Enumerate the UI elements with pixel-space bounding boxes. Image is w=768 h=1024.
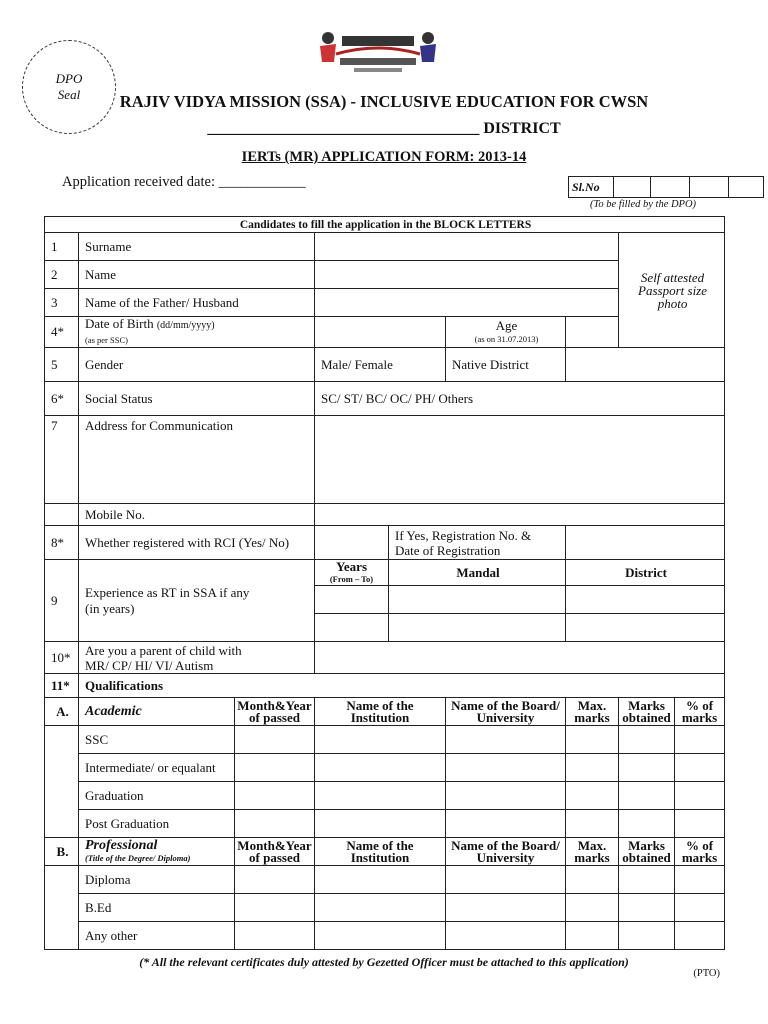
- row-number: 6*: [45, 382, 79, 416]
- district-header: District: [566, 560, 725, 586]
- row-number: 5: [45, 348, 79, 382]
- cell-institution[interactable]: [315, 726, 446, 754]
- cell-marks-obtained[interactable]: [619, 782, 675, 810]
- cell-marks-obtained[interactable]: [619, 754, 675, 782]
- ssa-logo-icon: [316, 28, 440, 80]
- district-field[interactable]: [566, 586, 725, 614]
- cell-board[interactable]: [446, 782, 566, 810]
- age-label: [446, 317, 566, 348]
- col-institution: Name of the Institution: [315, 698, 446, 726]
- row-number: 2: [45, 261, 79, 289]
- name-label: Name: [79, 261, 315, 289]
- cell-institution[interactable]: [315, 754, 446, 782]
- application-received-date[interactable]: Application received date: ____________: [62, 174, 306, 190]
- row-number: 4*: [45, 317, 79, 348]
- cell-institution[interactable]: [315, 922, 446, 950]
- academic-label: Academic: [79, 698, 235, 726]
- mobile-field[interactable]: [315, 504, 725, 526]
- passport-photo-box[interactable]: Self attested Passport size photo: [619, 233, 725, 348]
- cell-month-year[interactable]: [235, 726, 315, 754]
- col-month-year: Month&Year of passed: [235, 698, 315, 726]
- professional-label-sub: (Title of the Degree/ Diploma): [85, 853, 191, 863]
- form-main-title: RAJIV VIDYA MISSION (SSA) - INCLUSIVE EDUCATION FOR CWSN: [119, 92, 649, 111]
- dob-label-text: Date of Birth: [85, 316, 154, 331]
- cell-percent[interactable]: [675, 866, 725, 894]
- rci-registration-field[interactable]: [566, 526, 725, 560]
- rci-field[interactable]: [315, 526, 389, 560]
- qualification-label: Intermediate/ or equalant: [79, 754, 235, 782]
- cell-max-marks[interactable]: [566, 922, 619, 950]
- col-marks-obtained: Marks obtained: [619, 838, 675, 866]
- slno-cell[interactable]: [651, 177, 690, 198]
- row-number: 10*: [45, 642, 79, 674]
- cell-max-marks[interactable]: [566, 782, 619, 810]
- cell-percent[interactable]: [675, 726, 725, 754]
- seal-line-1: DPO: [55, 71, 83, 86]
- pto-label: (PTO): [693, 968, 720, 979]
- seal-line-2: Seal: [57, 87, 81, 102]
- district-line: __________________________________ DISTRICT: [207, 120, 561, 137]
- form-title: IERTs (MR) APPLICATION FORM: 2013-14: [241, 149, 527, 165]
- qualification-label: Any other: [79, 922, 235, 950]
- cell-institution[interactable]: [315, 866, 446, 894]
- cell-month-year[interactable]: [235, 810, 315, 838]
- cell-marks-obtained[interactable]: [619, 894, 675, 922]
- age-label-sub: (as on 31.07.2013): [474, 333, 539, 344]
- address-field[interactable]: [315, 416, 725, 504]
- social-status-label: Social Status: [79, 382, 315, 416]
- cell-month-year[interactable]: [235, 894, 315, 922]
- col-max-marks: Max. marks: [566, 838, 619, 866]
- row-number: 11*: [45, 674, 79, 698]
- row-number: 3: [45, 289, 79, 317]
- qualification-label: B.Ed: [79, 894, 235, 922]
- parent-child-label-1: Are you a parent of child with: [85, 642, 242, 658]
- experience-label-1: Experience as RT in SSA if any: [85, 584, 250, 600]
- district-field[interactable]: [566, 614, 725, 642]
- years-header-sub: (From – To): [329, 573, 374, 584]
- row-number-blank: [45, 504, 79, 526]
- experience-label-2: (in years): [85, 600, 135, 616]
- father-husband-field[interactable]: [315, 289, 619, 317]
- row-number: 1: [45, 233, 79, 261]
- years-header-text: Years: [335, 558, 368, 574]
- gender-label: Gender: [79, 348, 315, 382]
- cell-max-marks[interactable]: [566, 726, 619, 754]
- mandal-field[interactable]: [389, 614, 566, 642]
- cell-board[interactable]: [446, 810, 566, 838]
- cell-board[interactable]: [446, 922, 566, 950]
- slno-cell[interactable]: [690, 177, 729, 198]
- name-field[interactable]: [315, 261, 619, 289]
- rci-label: Whether registered with RCI (Yes/ No): [79, 526, 315, 560]
- col-marks-obtained: Marks obtained: [619, 698, 675, 726]
- gender-options[interactable]: Male/ Female: [315, 348, 446, 382]
- qualification-label: SSC: [79, 726, 235, 754]
- father-husband-label: Name of the Father/ Husband: [79, 289, 315, 317]
- years-field[interactable]: [315, 614, 389, 642]
- cell-marks-obtained[interactable]: [619, 922, 675, 950]
- col-institution: Name of the Institution: [315, 838, 446, 866]
- dob-label-sub: (as per SSC): [85, 335, 128, 345]
- parent-child-label-2: MR/ CP/ HI/ VI/ Autism: [85, 657, 214, 673]
- dpo-note: (To be filled by the DPO): [590, 199, 697, 210]
- cell-institution[interactable]: [315, 894, 446, 922]
- cell-board[interactable]: [446, 726, 566, 754]
- certificates-footnote: (* All the relevant certificates duly attested by Gezetted Officer must be attached to this application): [139, 955, 629, 969]
- dob-format: (dd/mm/yyyy): [156, 320, 215, 331]
- cell-board[interactable]: [446, 754, 566, 782]
- surname-label: Surname: [79, 233, 315, 261]
- col-percent-marks: % of marks: [675, 838, 725, 866]
- age-label-text: Age: [495, 317, 518, 333]
- application-table: [44, 216, 725, 950]
- native-district-field[interactable]: [566, 348, 725, 382]
- rci-registration-label: [389, 526, 566, 560]
- cell-percent[interactable]: [675, 922, 725, 950]
- professional-label: [79, 838, 235, 866]
- mandal-field[interactable]: [389, 586, 566, 614]
- academic-letter-blank: [45, 726, 79, 838]
- cell-max-marks[interactable]: [566, 894, 619, 922]
- cell-marks-obtained[interactable]: [619, 810, 675, 838]
- col-board-university: Name of the Board/ University: [446, 698, 566, 726]
- slno-cell[interactable]: [729, 177, 764, 198]
- cell-month-year[interactable]: [235, 782, 315, 810]
- col-month-year: Month&Year of passed: [235, 838, 315, 866]
- row-number: 7: [45, 416, 79, 504]
- row-number: 8*: [45, 526, 79, 560]
- qualification-label: Diploma: [79, 866, 235, 894]
- cell-percent[interactable]: [675, 810, 725, 838]
- professional-letter: B.: [45, 838, 79, 866]
- col-percent-marks: % of marks: [675, 698, 725, 726]
- parent-child-field[interactable]: [315, 642, 725, 674]
- block-letters-instruction: Candidates to fill the application in the BLOCK LETTERS: [45, 217, 725, 233]
- experience-label: [79, 560, 315, 642]
- slno-label: Sl.No: [569, 177, 614, 198]
- years-field[interactable]: [315, 586, 389, 614]
- cell-board[interactable]: [446, 894, 566, 922]
- academic-letter: A.: [45, 698, 79, 726]
- cell-max-marks[interactable]: [566, 754, 619, 782]
- cell-max-marks[interactable]: [566, 810, 619, 838]
- serial-number-box: [568, 176, 764, 198]
- professional-label-text: Professional: [85, 838, 158, 853]
- cell-month-year[interactable]: [235, 922, 315, 950]
- rci-registration-label-1: If Yes, Registration No. &: [395, 527, 532, 543]
- rci-registration-label-2: Date of Registration: [395, 542, 501, 558]
- years-header: [315, 560, 389, 586]
- mobile-label: Mobile No.: [79, 504, 315, 526]
- age-field[interactable]: [566, 317, 619, 348]
- cell-institution[interactable]: [315, 810, 446, 838]
- dob-field[interactable]: [315, 317, 446, 348]
- address-label: Address for Communication: [79, 416, 315, 504]
- cell-board[interactable]: [446, 866, 566, 894]
- native-district-label: Native District: [446, 348, 566, 382]
- col-board-university: Name of the Board/ University: [446, 838, 566, 866]
- dob-label: [79, 317, 315, 348]
- surname-field[interactable]: [315, 233, 619, 261]
- cell-marks-obtained[interactable]: [619, 726, 675, 754]
- cell-percent[interactable]: [675, 782, 725, 810]
- qualification-label: Post Graduation: [79, 810, 235, 838]
- slno-cell[interactable]: [614, 177, 651, 198]
- professional-letter-blank: [45, 866, 79, 950]
- qualifications-label: Qualifications: [79, 674, 725, 698]
- cell-month-year[interactable]: [235, 866, 315, 894]
- cell-max-marks[interactable]: [566, 866, 619, 894]
- cell-percent[interactable]: [675, 894, 725, 922]
- row-number: 9: [45, 560, 79, 642]
- social-status-options[interactable]: SC/ ST/ BC/ OC/ PH/ Others: [315, 382, 725, 416]
- mandal-header: Mandal: [389, 560, 566, 586]
- col-max-marks: Max. marks: [566, 698, 619, 726]
- cell-institution[interactable]: [315, 782, 446, 810]
- cell-month-year[interactable]: [235, 754, 315, 782]
- qualification-label: Graduation: [79, 782, 235, 810]
- parent-child-label: [79, 642, 315, 674]
- cell-marks-obtained[interactable]: [619, 866, 675, 894]
- cell-percent[interactable]: [675, 754, 725, 782]
